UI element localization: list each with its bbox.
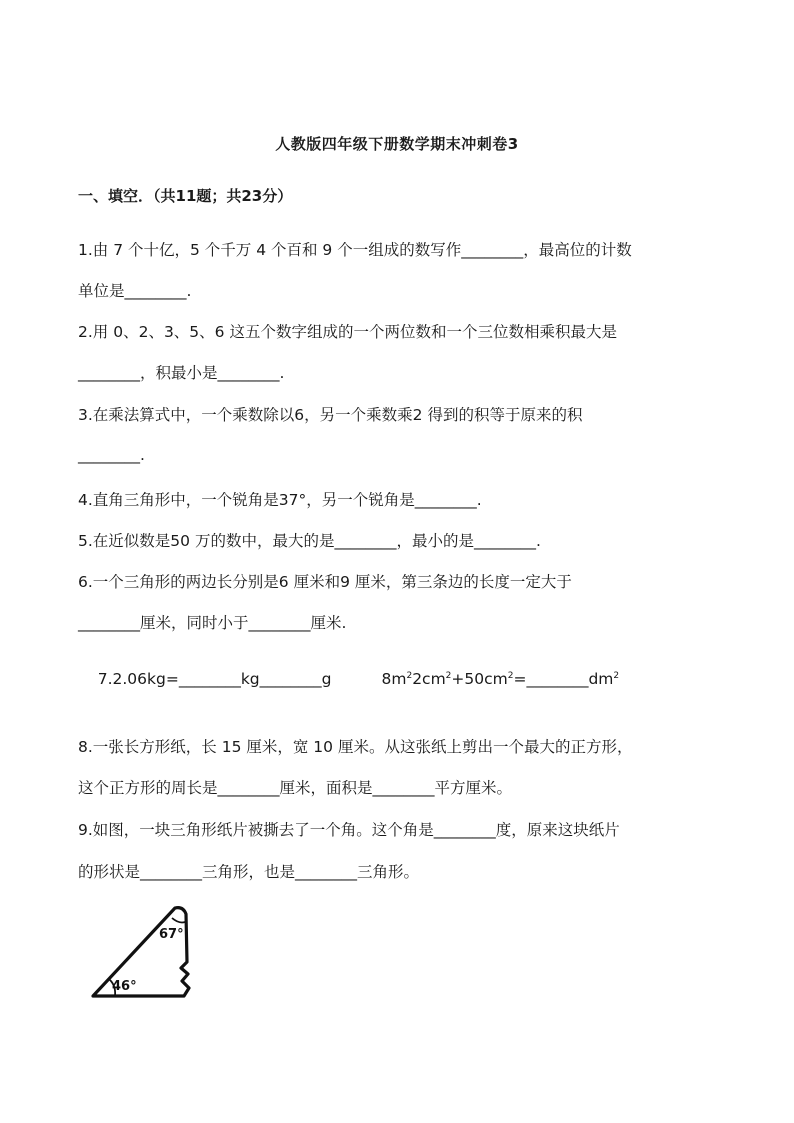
superscript: 2 [613,670,620,681]
question-9-line-2: 的形状是________三角形，也是________三角形。 [78,863,420,881]
angle-label-bottom: 46° [112,979,137,994]
question-2-line-1: 2.用 0、2、3、5、6 这五个数字组成的一个两位数和一个三位数相乘积最大是 [78,323,617,341]
question-8-line-1: 8.一张长方形纸，长 15 厘米，宽 10 厘米。从这张纸上剪出一个最大的正方形， [78,738,633,756]
question-7-part-2-d: =________dm [513,670,614,688]
question-7-part-2-c: +50cm [451,670,508,688]
question-9-line-1: 9.如图，一块三角形纸片被撕去了一个角。这个角是________度，原来这块纸片 [78,821,620,839]
question-4: 4.直角三角形中，一个锐角是37°，另一个锐角是________. [78,491,482,509]
superscript: 2 [507,670,514,681]
question-7 [78,652,619,706]
question-1-line-2: 单位是________. [78,282,192,300]
section-heading: 一、填空．（共11题；共23分） [78,187,293,205]
superscript: 2 [406,670,413,681]
question-7-part-1: 7.2.06kg=________kg________g [97,670,332,688]
question-5: 5.在近似数是50 万的数中，最大的是________，最小的是________. [78,532,541,550]
superscript: 2 [445,670,452,681]
page-title: 人教版四年级下册数学期末冲刺卷3 [275,135,519,153]
question-8-line-2: 这个正方形的周长是________厘米，面积是________平方厘米。 [78,779,513,797]
angle-label-top: 67° [159,927,184,942]
question-2-line-2: ________，积最小是________. [78,364,285,382]
question-6-line-1: 6.一个三角形的两边长分别是6 厘米和9 厘米，第三条边的长度一定大于 [78,573,572,591]
question-3-line-1: 3.在乘法算式中，一个乘数除以6，另一个乘数乘2 得到的积等于原来的积 [78,406,583,424]
question-1-line-1: 1.由 7 个十亿，5 个千万 4 个百和 9 个一组成的数写作________，最高位的计数 [78,241,632,259]
torn-triangle-figure [88,900,223,1005]
question-6-line-2: ________厘米，同时小于________厘米. [78,614,347,632]
question-7-part-2-b: 2cm [412,670,446,688]
question-3-line-2: ________. [78,446,145,464]
question-7-part-2-a: 8m [381,670,407,688]
